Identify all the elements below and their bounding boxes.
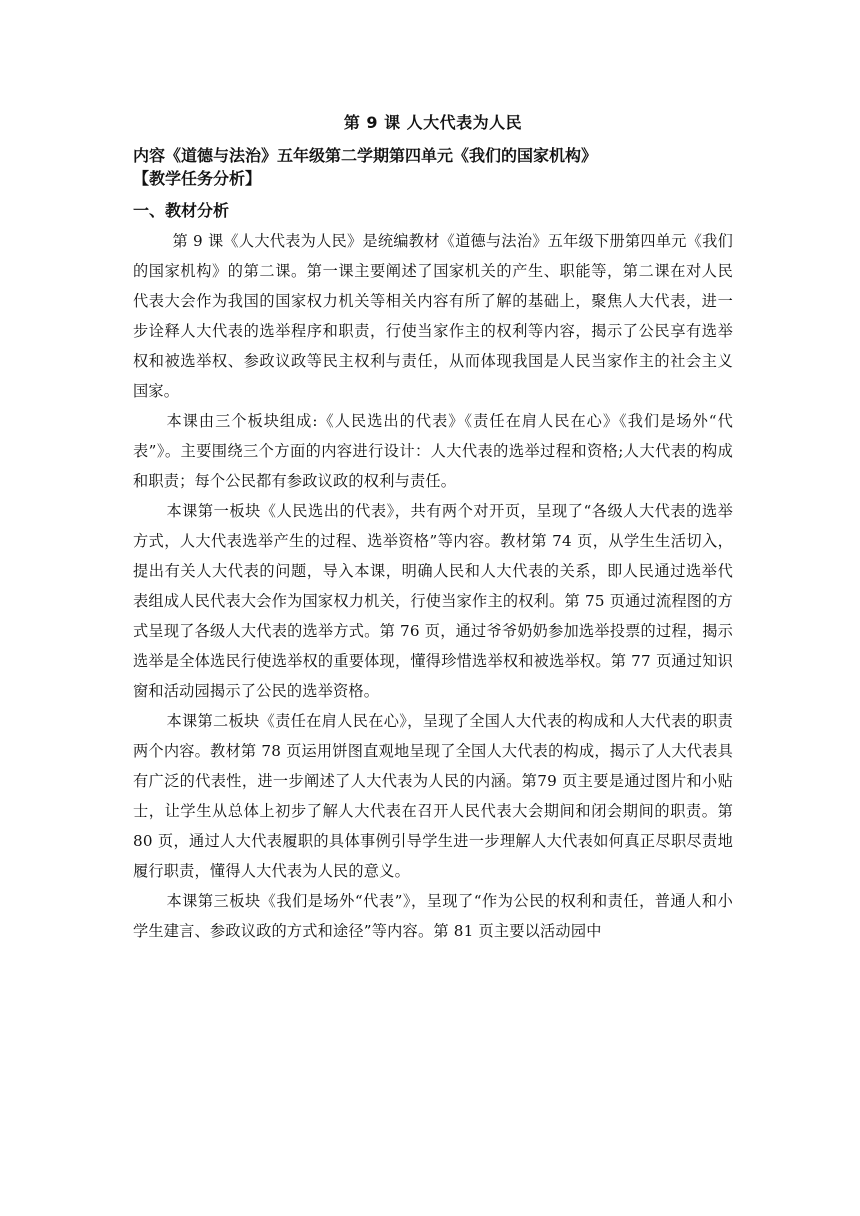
task-analysis-heading: 【教学任务分析】 (133, 169, 262, 188)
section-heading: 一、教材分析 (133, 201, 230, 220)
paragraph-4: 本课第二板块《责任在肩人民在心》，呈现了全国人大代表的构成和人大代表的职责两个内容。教材第 78 页运用饼图直观地呈现了全国人大代表的构成，揭示了人大代表具有广泛的代表性，进一步阐述了人大代表为人民的内涵。第79 页主要是通过图片和小贴士，让学生从总体上初步了解人大代表在召开人民代表大会期间和闭会期间的职责。第 80 页，通过人大代表履职的具体事例引导学生进一步理解人大代表如何真正尽职尽责地履行职责，懂得人大代表为人民的意义。 (133, 712, 733, 880)
document-page (133, 110, 733, 946)
content-line: 内容《道德与法治》五年级第二学期第四单元《我们的国家机构》 (133, 146, 598, 165)
paragraph-3: 本课第一板块《人民选出的代表》，共有两个对开页，呈现了“各级人大代表的选举方式，人大代表选举产生的过程、选举资格”等内容。教材第 74 页，从学生生活切入，提出有关人大代表的问题，导入本课，明确人民和人大代表的关系，即人民通过选举代表组成人民代表大会作为国家权力机关，行使当家作主的权利。第 75 页通过流程图的方式呈现了各级人大代表的选举方式。第 76 页，通过爷爷奶奶参加选举投票的过程，揭示选举是全体选民行使选举权的重要体现，懂得珍惜选举权和被选举权。第 77 页通过知识窗和活动园揭示了公民的选举资格。 (133, 502, 733, 700)
lesson-title: 第 9 课 人大代表为人民 (343, 113, 523, 132)
paragraph-2: 本课由三个板块组成:《人民选出的代表》《责任在肩人民在心》《我们是场外“代表”》。主要围绕三个方面的内容进行设计：人大代表的选举过程和资格;人大代表的构成和职责；每个公民都有参政议政的权利与责任。 (133, 412, 733, 490)
paragraph-1: 第 9 课《人大代表为人民》是统编教材《道德与法治》五年级下册第四单元《我们的国家机构》的第二课。第一课主要阐述了国家机关的产生、职能等，第二课在对人民代表大会作为我国的国家权力机关等相关内容有所了解的基础上，聚焦人大代表，进一步诠释人大代表的选举程序和职责，行使当家作主的权利等内容，揭示了公民享有选举权和被选举权、参政议政等民主权利与责任，从而体现我国是人民当家作主的社会主义国家。 (133, 232, 733, 400)
paragraph-5: 本课第三板块《我们是场外“代表”》，呈现了“作为公民的权利和责任，普通人和小学生建言、参政议政的方式和途径”等内容。第 81 页主要以活动园中 (133, 892, 733, 940)
